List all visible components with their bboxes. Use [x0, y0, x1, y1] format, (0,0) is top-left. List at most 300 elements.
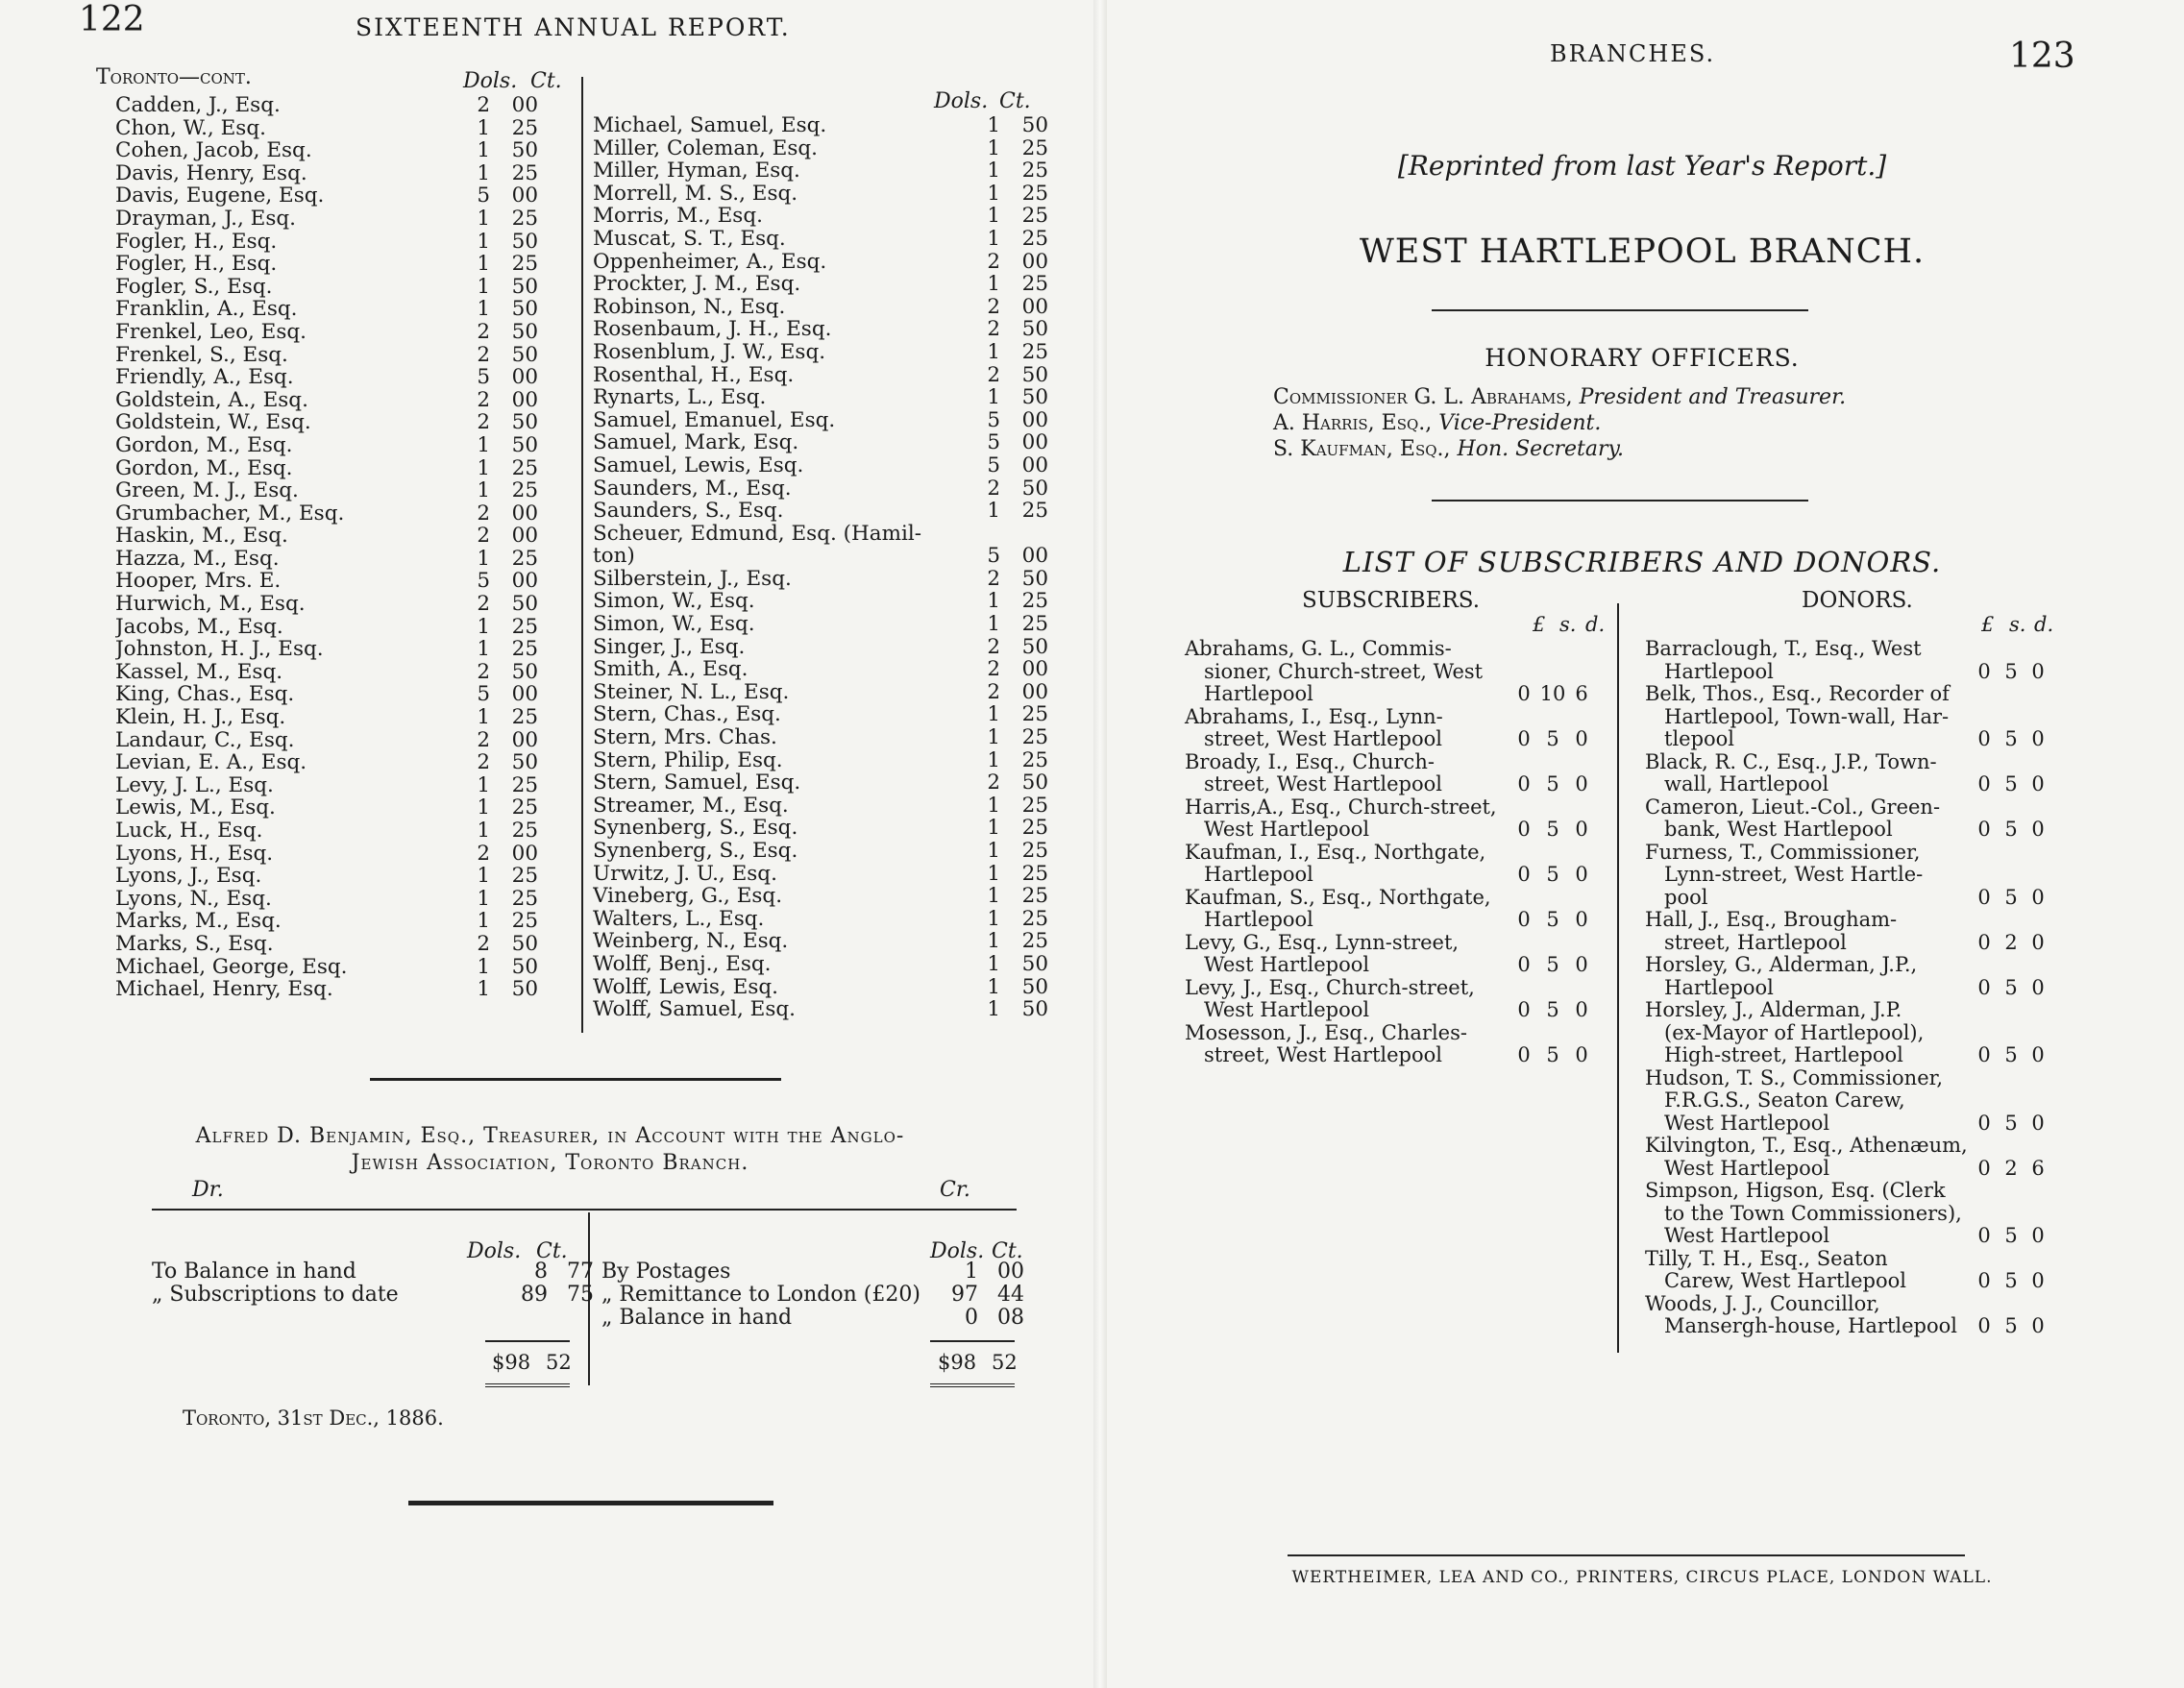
amount-dollars: 1: [987, 272, 1000, 297]
officers-rule: [1432, 500, 1808, 502]
don-lsd-l: £: [1981, 613, 1995, 636]
subscriber-row: [593, 885, 1048, 908]
subscriber-row: [593, 545, 1048, 568]
amount-dollars: 1: [477, 229, 490, 254]
subscriber-row: [593, 771, 1048, 795]
amount-cents: 25: [511, 795, 538, 820]
account-label: „ Remittance to London (£20): [601, 1283, 920, 1307]
account-dols-dr: Dols.: [467, 1239, 522, 1263]
amount-dollars: 2: [987, 657, 1000, 682]
sub-lsd-l: £: [1533, 613, 1546, 636]
amount-dollars: 1: [477, 115, 490, 140]
subscriber-row: [593, 251, 1048, 274]
printer-rule: [1288, 1554, 1965, 1556]
account-cts-cr: Ct.: [992, 1239, 1023, 1263]
amount-cents: 50: [511, 319, 538, 344]
subscriber-row: [115, 570, 538, 593]
entry-line: Harris,A., Esq., Church-street,: [1185, 795, 1497, 819]
amount-dollars: 5: [477, 682, 490, 707]
subscriber-name: Green, M. J., Esq.: [115, 479, 299, 502]
subscriber-name: Frenkel, Leo, Esq.: [115, 320, 307, 344]
amount-cents: 50: [1021, 974, 1048, 999]
amount-cents: 50: [1021, 566, 1048, 591]
debit-row: [152, 1284, 594, 1307]
col-head-cts-right: Ct.: [999, 89, 1031, 113]
subscriber-row: [115, 231, 538, 254]
subscriber-row: [593, 500, 1048, 523]
subscriber-name: Urwitz, J. U., Esq.: [593, 862, 777, 886]
entry-line: Hartlepool: [1204, 682, 1313, 705]
sub-lsd-d: d.: [1585, 613, 1606, 636]
amount-pounds: 0: [1517, 682, 1531, 705]
subscriber-name: Weinberg, N., Esq.: [593, 930, 789, 953]
amount-dollars: 2: [987, 634, 1000, 659]
amount-dollars: 5: [987, 453, 1000, 477]
subscriber-entry: [1185, 887, 1594, 932]
amount-cents: 50: [511, 750, 538, 775]
subscriber-row: [115, 661, 538, 684]
amount-shillings: 5: [1546, 908, 1559, 931]
account-label: To Balance in hand: [152, 1260, 356, 1284]
amount-dollars: 1: [477, 795, 490, 820]
officers-heading: HONORARY OFFICERS.: [1485, 344, 1800, 372]
amount-cents: 50: [1021, 771, 1048, 795]
subscriber-name: Marks, M., Esq.: [115, 910, 282, 933]
right-page: [1100, 0, 2184, 1688]
amount-dollars: 1: [477, 705, 490, 730]
cr-label: Cr.: [940, 1178, 970, 1202]
amount-cents: 50: [511, 274, 538, 299]
subscribers-list: [1185, 638, 1594, 1067]
amount-dollars: 5: [987, 407, 1000, 432]
subscriber-row: [115, 366, 538, 389]
col-head-cts-left: Ct.: [530, 69, 562, 93]
subscriber-row: [593, 364, 1048, 387]
subscriber-name: Fogler, S., Esq.: [115, 275, 273, 299]
place-date: Toronto, 31st Dec., 1886.: [183, 1407, 444, 1430]
subscriber-row: [115, 139, 538, 162]
donor-entry: [1645, 751, 2050, 796]
amount-cents: 25: [511, 705, 538, 730]
amount-pence: 0: [2031, 1043, 2045, 1066]
subscriber-name: Levy, J. L., Esq.: [115, 773, 274, 797]
amount-pounds: 0: [1517, 998, 1531, 1021]
subscriber-row: [593, 681, 1048, 704]
amount-pence: 0: [2031, 727, 2045, 750]
amount-dollars: 1: [987, 181, 1000, 206]
entry-line: Abrahams, I., Esq., Lynn-: [1185, 704, 1443, 728]
subscriber-row: [115, 796, 538, 820]
amount-dollars: 5: [477, 569, 490, 594]
amount-cents: 00: [511, 183, 538, 208]
subscriber-name: Cadden, J., Esq.: [115, 94, 281, 117]
amount-cents: 25: [1021, 204, 1048, 229]
amount-dollars: 1: [477, 160, 490, 185]
subscriber-name: Rosenbaum, J. H., Esq.: [593, 318, 832, 341]
subscriber-row: [593, 205, 1048, 228]
entry-text: [1185, 887, 1511, 932]
entry-text: [1185, 706, 1511, 751]
amount-pence: 0: [2031, 930, 2045, 954]
officer-line: [1273, 384, 1846, 410]
credit-sum-rule: [930, 1340, 1015, 1342]
amount-dollars: 1: [477, 546, 490, 571]
amount-dollars: 1: [987, 702, 1000, 727]
entry-line: Hartlepool, Town-wall, Har-: [1664, 704, 1950, 728]
amount-cents: 25: [1021, 702, 1048, 727]
subscriber-name: Michael, Samuel, Esq.: [593, 114, 827, 137]
amount-cents: 00: [1021, 679, 1048, 704]
account-label: „ Balance in hand: [601, 1306, 793, 1330]
amount-cents: 25: [1021, 747, 1048, 772]
subscriber-list-left: [115, 94, 538, 1001]
subscriber-row: [115, 94, 538, 117]
amount-dollars: 1: [987, 135, 1000, 160]
subscriber-name: Davis, Henry, Esq.: [115, 161, 307, 185]
subscriber-row: [593, 386, 1048, 409]
officer-name: Commissioner G. L. Abrahams,: [1273, 385, 1573, 409]
subscriber-name: Lyons, H., Esq.: [115, 842, 274, 866]
amount-dollars: 1: [477, 886, 490, 911]
subscriber-row: [115, 276, 538, 299]
subscriber-row: [593, 137, 1048, 160]
subscriber-name: Luck, H., Esq.: [115, 820, 263, 843]
entry-line: Hall, J., Esq., Brougham-: [1645, 908, 1898, 931]
amount-dollars: 1: [987, 385, 1000, 410]
subscriber-row: [115, 389, 538, 412]
amount-cents: 00: [511, 387, 538, 412]
entry-line: West Hartlepool: [1664, 1224, 1830, 1247]
entry-line: Carew, West Hartlepool: [1664, 1269, 1906, 1292]
subscriber-row: [115, 411, 538, 434]
subscriber-name: Samuel, Mark, Esq.: [593, 431, 799, 454]
entry-line: sioner, Church-street, West: [1204, 659, 1484, 683]
donor-entry: [1645, 638, 2050, 683]
subscriber-name: Silberstein, J., Esq.: [593, 567, 792, 591]
donor-entry: [1645, 796, 2050, 842]
subscriber-row: [593, 749, 1048, 772]
subscriber-row: [593, 523, 1048, 546]
subscriber-row: [593, 431, 1048, 454]
amount-pence: 0: [1575, 818, 1588, 841]
entry-line: West Hartlepool: [1204, 818, 1370, 841]
account-dollars: 89: [521, 1283, 548, 1307]
subscriber-name: Walters, L., Esq.: [593, 907, 765, 931]
amount-pence: 0: [1575, 863, 1588, 886]
amount-pence: 0: [2031, 1269, 2045, 1292]
amount-pence: 0: [1575, 772, 1588, 795]
debit-row: [152, 1260, 594, 1284]
amount-dollars: 1: [477, 819, 490, 843]
amount-pence: 6: [1575, 682, 1588, 705]
subscriber-row: [115, 751, 538, 774]
subscriber-row: [115, 457, 538, 480]
subscriber-row: [115, 548, 538, 571]
subscriber-row: [593, 409, 1048, 432]
amount-shillings: 5: [2004, 818, 2018, 841]
amount-cents: 25: [1021, 839, 1048, 863]
amount-dollars: 2: [477, 93, 490, 117]
subscriber-row: [593, 998, 1048, 1021]
amount-cents: 50: [511, 659, 538, 684]
subscriber-row: [115, 820, 538, 843]
amount-cents: 50: [1021, 362, 1048, 387]
subscriber-row: [593, 636, 1048, 659]
amount-pounds: 0: [1517, 863, 1531, 886]
subscriber-row: [115, 162, 538, 185]
entry-line: Mosesson, J., Esq., Charles-: [1185, 1020, 1467, 1044]
entry-text: [1645, 999, 1972, 1067]
entry-line: street, West Hartlepool: [1204, 1043, 1442, 1066]
donor-entry: [1645, 1135, 2050, 1180]
subscriber-row: [593, 953, 1048, 976]
amount-pounds: 0: [1977, 1314, 1991, 1337]
account-cents: 00: [997, 1260, 1024, 1284]
subscriber-row: [115, 888, 538, 911]
subscriber-name: Miller, Hyman, Esq.: [593, 159, 800, 183]
subscriber-name: Stern, Chas., Esq.: [593, 703, 781, 727]
account-credits: [601, 1260, 1024, 1330]
amount-cents: 00: [1021, 407, 1048, 432]
amount-cents: 25: [1021, 906, 1048, 931]
dr-label: Dr.: [192, 1178, 224, 1202]
column-divider: [581, 77, 583, 1033]
officer-name: A. Harris, Esq.,: [1273, 411, 1433, 435]
amount-pounds: 0: [1977, 1156, 1991, 1180]
subscriber-name: Oppenheimer, A., Esq.: [593, 250, 827, 274]
amount-cents: 25: [511, 115, 538, 140]
amount-cents: 25: [511, 909, 538, 934]
amount-dollars: 2: [477, 319, 490, 344]
amount-cents: 25: [1021, 226, 1048, 251]
amount-dollars: 2: [987, 476, 1000, 501]
amount-cents: 50: [511, 342, 538, 367]
amount-cents: 50: [511, 229, 538, 254]
amount-dollars: 1: [477, 909, 490, 934]
entry-line: Broady, I., Esq., Church-: [1185, 749, 1435, 773]
amount-cents: 25: [511, 252, 538, 277]
amount-pence: 0: [1575, 953, 1588, 976]
amount-cents: 00: [511, 841, 538, 866]
amount-shillings: 5: [2004, 1224, 2018, 1247]
amount-shillings: 5: [2004, 1269, 2018, 1292]
subscriber-name: Scheuer, Edmund, Esq. (Hamil-: [593, 522, 921, 546]
entry-line: Kilvington, T., Esq., Athenæum,: [1645, 1134, 1968, 1157]
amount-dollars: 2: [477, 410, 490, 435]
subscriber-name: Wolff, Benj., Esq.: [593, 952, 772, 976]
subscriber-entry: [1185, 932, 1594, 977]
amount-cents: 00: [511, 501, 538, 526]
amount-cents: 00: [1021, 657, 1048, 682]
amount-cents: 25: [1021, 339, 1048, 364]
amount-pence: 0: [2031, 1224, 2045, 1247]
amount-pounds: 0: [1517, 818, 1531, 841]
subscriber-row: [593, 840, 1048, 863]
account-cents: 08: [997, 1306, 1024, 1330]
subscriber-row: [115, 208, 538, 231]
amount-dollars: 1: [987, 884, 1000, 909]
amount-cents: 50: [511, 954, 538, 979]
page-number-123: 123: [2009, 37, 2075, 76]
subscriber-name: Hooper, Mrs. E.: [115, 570, 282, 594]
subscriber-name: Haskin, M., Esq.: [115, 525, 288, 548]
subscriber-name: Morrell, M. S., Esq.: [593, 182, 798, 206]
subscriber-entry: [1185, 1022, 1594, 1067]
subscriber-row: [115, 933, 538, 956]
amount-dollars: 1: [987, 793, 1000, 818]
entry-text: [1645, 954, 1972, 999]
subscriber-row: [115, 683, 538, 706]
amount-shillings: 5: [1546, 727, 1559, 750]
entry-text: [1645, 796, 1972, 842]
subscriber-name: Saunders, S., Esq.: [593, 500, 784, 523]
entry-line: Hudson, T. S., Commissioner,: [1645, 1065, 1944, 1089]
entry-text: [1645, 909, 1972, 954]
subscriber-row: [593, 590, 1048, 613]
account-dollars: 1: [965, 1260, 978, 1284]
amount-shillings: 5: [1546, 772, 1559, 795]
entry-line: Hartlepool: [1664, 659, 1774, 683]
amount-cents: 25: [511, 160, 538, 185]
amount-shillings: 5: [2004, 659, 2018, 683]
entry-text: [1185, 751, 1511, 796]
list-divider: [1617, 603, 1619, 1353]
donors-heading: DONORS.: [1802, 588, 1913, 613]
amount-dollars: 1: [987, 839, 1000, 863]
entry-text: [1645, 1180, 1972, 1248]
subscriber-name: Saunders, M., Esq.: [593, 477, 792, 501]
amount-cents: 25: [1021, 159, 1048, 183]
subscriber-row: [593, 318, 1048, 341]
amount-dollars: 1: [477, 614, 490, 639]
amount-cents: 25: [511, 206, 538, 231]
col-head-dols-left: Dols.: [463, 69, 518, 93]
subscriber-row: [593, 477, 1048, 501]
subscriber-name: Lewis, M., Esq.: [115, 796, 276, 820]
amount-shillings: 2: [2004, 1156, 2018, 1180]
amount-dollars: 1: [477, 772, 490, 797]
subscriber-name: Goldstein, W., Esq.: [115, 411, 311, 434]
subscriber-name: Singer, J., Esq.: [593, 635, 746, 659]
subscriber-row: [115, 593, 538, 616]
entry-line: pool: [1664, 885, 1708, 909]
subscriber-name: Drayman, J., Esq.: [115, 207, 296, 231]
amount-cents: 25: [1021, 181, 1048, 206]
amount-cents: 00: [511, 569, 538, 594]
amount-cents: 25: [1021, 725, 1048, 750]
amount-cents: 25: [1021, 929, 1048, 954]
amount-cents: 00: [511, 727, 538, 752]
subscriber-name: Rynarts, L., Esq.: [593, 386, 767, 409]
entry-text: [1185, 932, 1511, 977]
subscriber-name: Jacobs, M., Esq.: [115, 615, 283, 639]
entry-line: F.R.G.S., Seaton Carew,: [1664, 1089, 1905, 1112]
amount-pounds: 0: [1977, 659, 1991, 683]
amount-cents: 00: [511, 365, 538, 390]
entry-line: Horsley, G., Alderman, J.P.,: [1645, 953, 1918, 976]
officer-name: S. Kaufman, Esq.,: [1273, 437, 1451, 461]
subscriber-row: [593, 795, 1048, 818]
entry-line: West Hartlepool: [1664, 1111, 1830, 1135]
title-rule: [1432, 309, 1808, 311]
amount-dollars: 1: [987, 747, 1000, 772]
amount-shillings: 5: [1546, 863, 1559, 886]
subscriber-row: [115, 253, 538, 276]
amount-dollars: 1: [987, 816, 1000, 841]
amount-dollars: 1: [987, 725, 1000, 750]
bottom-rule: [408, 1501, 773, 1505]
amount-pounds: 0: [1517, 772, 1531, 795]
subscriber-name: Muscat, S. T., Esq.: [593, 227, 786, 251]
account-dols-cr: Dols.: [930, 1239, 985, 1263]
amount-dollars: 2: [477, 524, 490, 549]
printer-line: WERTHEIMER, LEA AND CO., PRINTERS, CIRCUS PLACE, LONDON WALL.: [1291, 1568, 1993, 1587]
amount-dollars: 5: [477, 183, 490, 208]
subscriber-row: [593, 568, 1048, 591]
subscriber-name: Klein, H. J., Esq.: [115, 706, 286, 729]
subscriber-name: Smith, A., Esq.: [593, 658, 748, 681]
amount-shillings: 2: [2004, 930, 2018, 954]
amount-cents: 50: [511, 138, 538, 163]
entry-text: [1185, 1022, 1511, 1067]
officer-line: [1273, 410, 1846, 436]
page-number-122: 122: [79, 0, 145, 39]
amount-pounds: 0: [1977, 885, 1991, 909]
subscriber-name: Chon, W., Esq.: [115, 116, 266, 140]
subscriber-row: [593, 159, 1048, 183]
amount-dollars: 5: [987, 430, 1000, 455]
officer-role: President and Treasurer.: [1579, 385, 1847, 409]
amount-pence: 6: [2031, 1156, 2045, 1180]
branch-title: WEST HARTLEPOOL BRANCH.: [1359, 232, 1926, 271]
section-label: Toronto—cont.: [96, 65, 252, 89]
amount-cents: 25: [1021, 884, 1048, 909]
amount-cents: 25: [511, 455, 538, 480]
amount-dollars: 1: [987, 951, 1000, 976]
entry-line: West Hartlepool: [1664, 1156, 1830, 1180]
amount-pounds: 0: [1977, 930, 1991, 954]
amount-cents: 00: [511, 682, 538, 707]
credit-total-rule: [930, 1383, 1015, 1387]
subscriber-row: [115, 865, 538, 888]
entry-line: Horsley, J., Alderman, J.P.: [1645, 998, 1902, 1021]
subscriber-row: [115, 978, 538, 1001]
donor-entry: [1645, 954, 2050, 999]
entry-text: [1645, 842, 1972, 910]
credit-row: [601, 1307, 1024, 1330]
amount-dollars: 2: [477, 841, 490, 866]
amount-shillings: 5: [2004, 1043, 2018, 1066]
amount-dollars: 2: [987, 362, 1000, 387]
subscriber-row: [593, 228, 1048, 251]
entry-line: tlepool: [1664, 727, 1735, 750]
entry-text: [1645, 1293, 1972, 1338]
subscriber-name: Wolff, Lewis, Esq.: [593, 975, 778, 999]
amount-pounds: 0: [1977, 727, 1991, 750]
amount-dollars: 1: [987, 974, 1000, 999]
subscriber-row: [115, 638, 538, 661]
credit-total-cts: 52: [992, 1351, 1018, 1374]
subscriber-name: Lyons, N., Esq.: [115, 887, 272, 911]
subscriber-name: Cohen, Jacob, Esq.: [115, 139, 312, 162]
entry-line: Simpson, Higson, Esq. (Clerk: [1645, 1179, 1946, 1202]
subscribers-heading: SUBSCRIBERS.: [1302, 588, 1481, 613]
entry-line: High-street, Hartlepool: [1664, 1043, 1903, 1066]
amount-cents: 50: [1021, 317, 1048, 342]
amount-cents: 25: [1021, 861, 1048, 886]
amount-dollars: 1: [987, 499, 1000, 524]
subscriber-name: Stern, Mrs. Chas.: [593, 726, 777, 749]
